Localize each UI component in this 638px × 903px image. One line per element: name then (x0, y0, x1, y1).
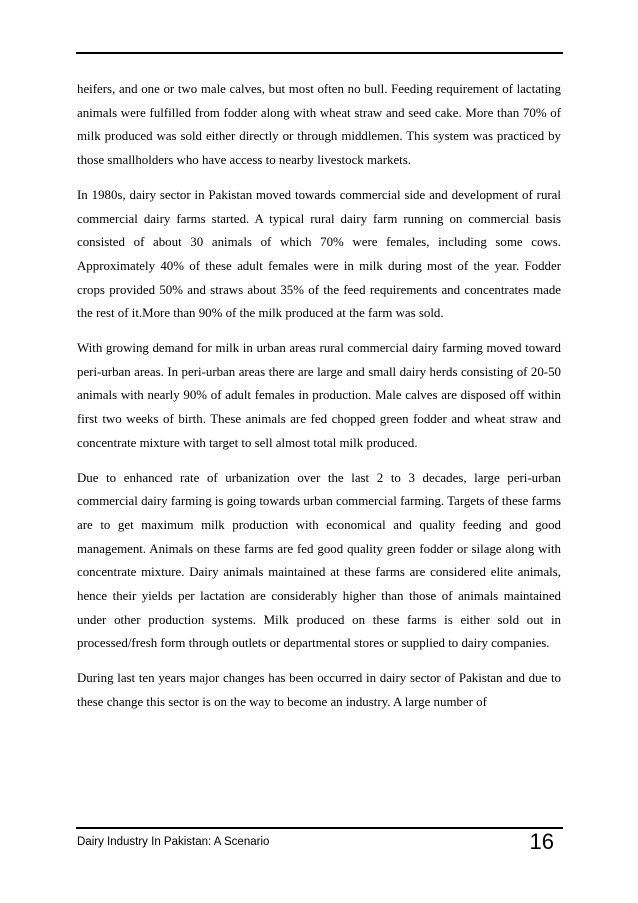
paragraph: heifers, and one or two male calves, but most often no bull. Feeding requirement of lactating animals were fulfilled from fodder along with wheat straw and seed cake. More than 70% of milk produced was sold either directly or through middlemen. This system was practiced by those smallholders who have access to nearby livestock markets. (77, 82, 561, 168)
footer-title: Dairy Industry In Pakistan: A Scenario (77, 836, 270, 848)
paragraph: With growing demand for milk in urban areas rural commercial dairy farming moved toward peri-urban areas. In peri-urban areas there are large and small dairy herds consisting of 20-50 animals with nearly 90% of adult females in production. Male calves are disposed off within first two weeks of birth. These animals are fed chopped green fodder and wheat straw and concentrate mixture with target to sell almost total milk produced. (77, 341, 561, 450)
header-rule (76, 52, 563, 54)
paragraph: In 1980s, dairy sector in Pakistan moved towards commercial side and development of rural commercial dairy farms started. A typical rural dairy farm running on commercial basis consisted of about 30 animals of which 70% were females, including some cows. Approximately 40% of these adult females were in milk during most of the year. Fodder crops provided 50% and straws about 35% of the feed requirements and concentrates made the rest of it.More than 90% of the milk produced at the farm was sold. (77, 187, 561, 321)
paragraph: Due to enhanced rate of urbanization over the last 2 to 3 decades, large peri-urban commercial dairy farming is going towards urban commercial farming. Targets of these farms are to get maximum milk production with economical and quality feeding and good management. Animals on these farms are fed good quality green fodder or silage along with concentrate mixture. Dairy animals maintained at these farms are considered elite animals, hence their yields per lactation are considerably higher than those of animals maintained under other production systems. Milk produced on these farms is either sold out in processed/fresh form through outlets or departmental stores or supplied to dairy companies. (77, 470, 561, 651)
footer-rule (76, 827, 563, 829)
paragraph: During last ten years major changes has been occurred in dairy sector of Pakistan and due to these change this sector is on the way to become an industry. A large number of (77, 671, 561, 709)
page-number: 16 (529, 829, 554, 854)
body-text (77, 78, 561, 726)
